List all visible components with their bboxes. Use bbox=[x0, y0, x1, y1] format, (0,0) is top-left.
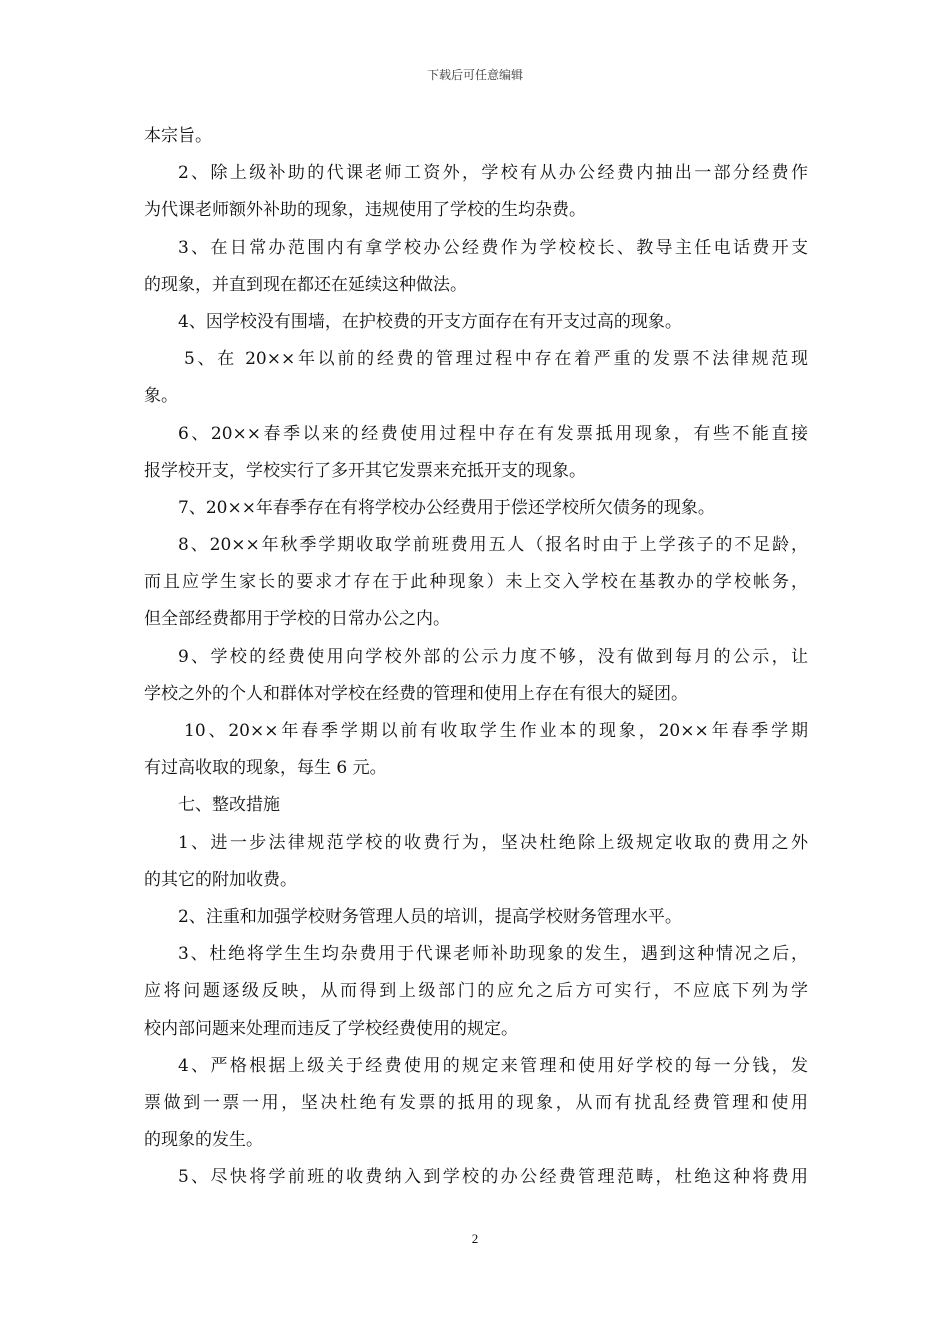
text-line: 的现象的发生。 bbox=[144, 1130, 263, 1151]
text-line: 学校之外的个人和群体对学校在经费的管理和使用上存在有很大的疑团。 bbox=[144, 683, 688, 704]
text-line: 6、20××春季以来的经费使用过程中存在有发票抵用现象，有些不能直接 bbox=[178, 423, 808, 444]
text-line: 象。 bbox=[144, 386, 178, 407]
text-line: 应将问题逐级反映，从而得到上级部门的应允之后方可实行，不应底下列为学 bbox=[144, 981, 808, 1002]
text-line: 的其它的附加收费。 bbox=[144, 869, 297, 890]
text-line: 的现象，并直到现在都还在延续这种做法。 bbox=[144, 274, 467, 295]
text-line: 而且应学生家长的要求才存在于此种现象）未上交入学校在基教办的学校帐务， bbox=[144, 572, 808, 593]
text-line: 5、在 20××年以前的经费的管理过程中存在着严重的发票不法律规范现 bbox=[184, 349, 808, 370]
text-line: 4、因学校没有围墙，在护校费的开支方面存在有开支过高的现象。 bbox=[178, 311, 682, 332]
text-line: 10、20××年春季学期以前有收取学生作业本的现象，20××年春季学期 bbox=[184, 721, 808, 741]
text-line: 校内部问题来处理而违反了学校经费使用的规定。 bbox=[144, 1018, 518, 1039]
text-line: 8、20××年秋季学期收取学前班费用五人（报名时由于上学孩子的不足龄， bbox=[178, 535, 808, 556]
page-number: 2 bbox=[471, 1231, 479, 1246]
text-line: 报学校开支，学校实行了多开其它发票来充抵开支的现象。 bbox=[144, 460, 586, 481]
page-header-note: 下载后可任意编辑 bbox=[426, 68, 523, 82]
text-line: 2、除上级补助的代课老师工资外，学校有从办公经费内抽出一部分经费作 bbox=[178, 163, 808, 184]
text-line: 7、20××年春季存在有将学校办公经费用于偿还学校所欠债务的现象。 bbox=[178, 497, 715, 518]
text-line: 票做到一票一用，坚决杜绝有发票的抵用的现象，从而有扰乱经费管理和使用 bbox=[144, 1092, 808, 1113]
text-line: 3、杜绝将学生生均杂费用于代课老师补助现象的发生，遇到这种情况之后， bbox=[178, 944, 808, 965]
text-line: 但全部经费都用于学校的日常办公之内。 bbox=[144, 609, 450, 630]
text-line: 1、进一步法律规范学校的收费行为，坚决杜绝除上级规定收取的费用之外 bbox=[178, 832, 808, 853]
text-line: 2、注重和加强学校财务管理人员的培训，提高学校财务管理水平。 bbox=[178, 906, 682, 927]
text-line: 有过高收取的现象，每生 6 元。 bbox=[144, 758, 387, 779]
text-line: 为代课老师额外补助的现象，违规使用了学校的生均杂费。 bbox=[144, 200, 586, 221]
text-line: 本宗旨。 bbox=[144, 126, 212, 146]
text-line: 七、整改措施 bbox=[178, 795, 280, 816]
document-body bbox=[144, 118, 808, 1196]
text-line: 5、尽快将学前班的收费纳入到学校的办公经费管理范畴，杜绝这种将费用 bbox=[178, 1167, 808, 1188]
text-line: 4、严格根据上级关于经费使用的规定来管理和使用好学校的每一分钱，发 bbox=[178, 1055, 808, 1076]
text-line: 3、在日常办范围内有拿学校办公经费作为学校校长、教导主任电话费开支 bbox=[178, 237, 808, 258]
text-line: 9、学校的经费使用向学校外部的公示力度不够，没有做到每月的公示，让 bbox=[178, 646, 808, 667]
